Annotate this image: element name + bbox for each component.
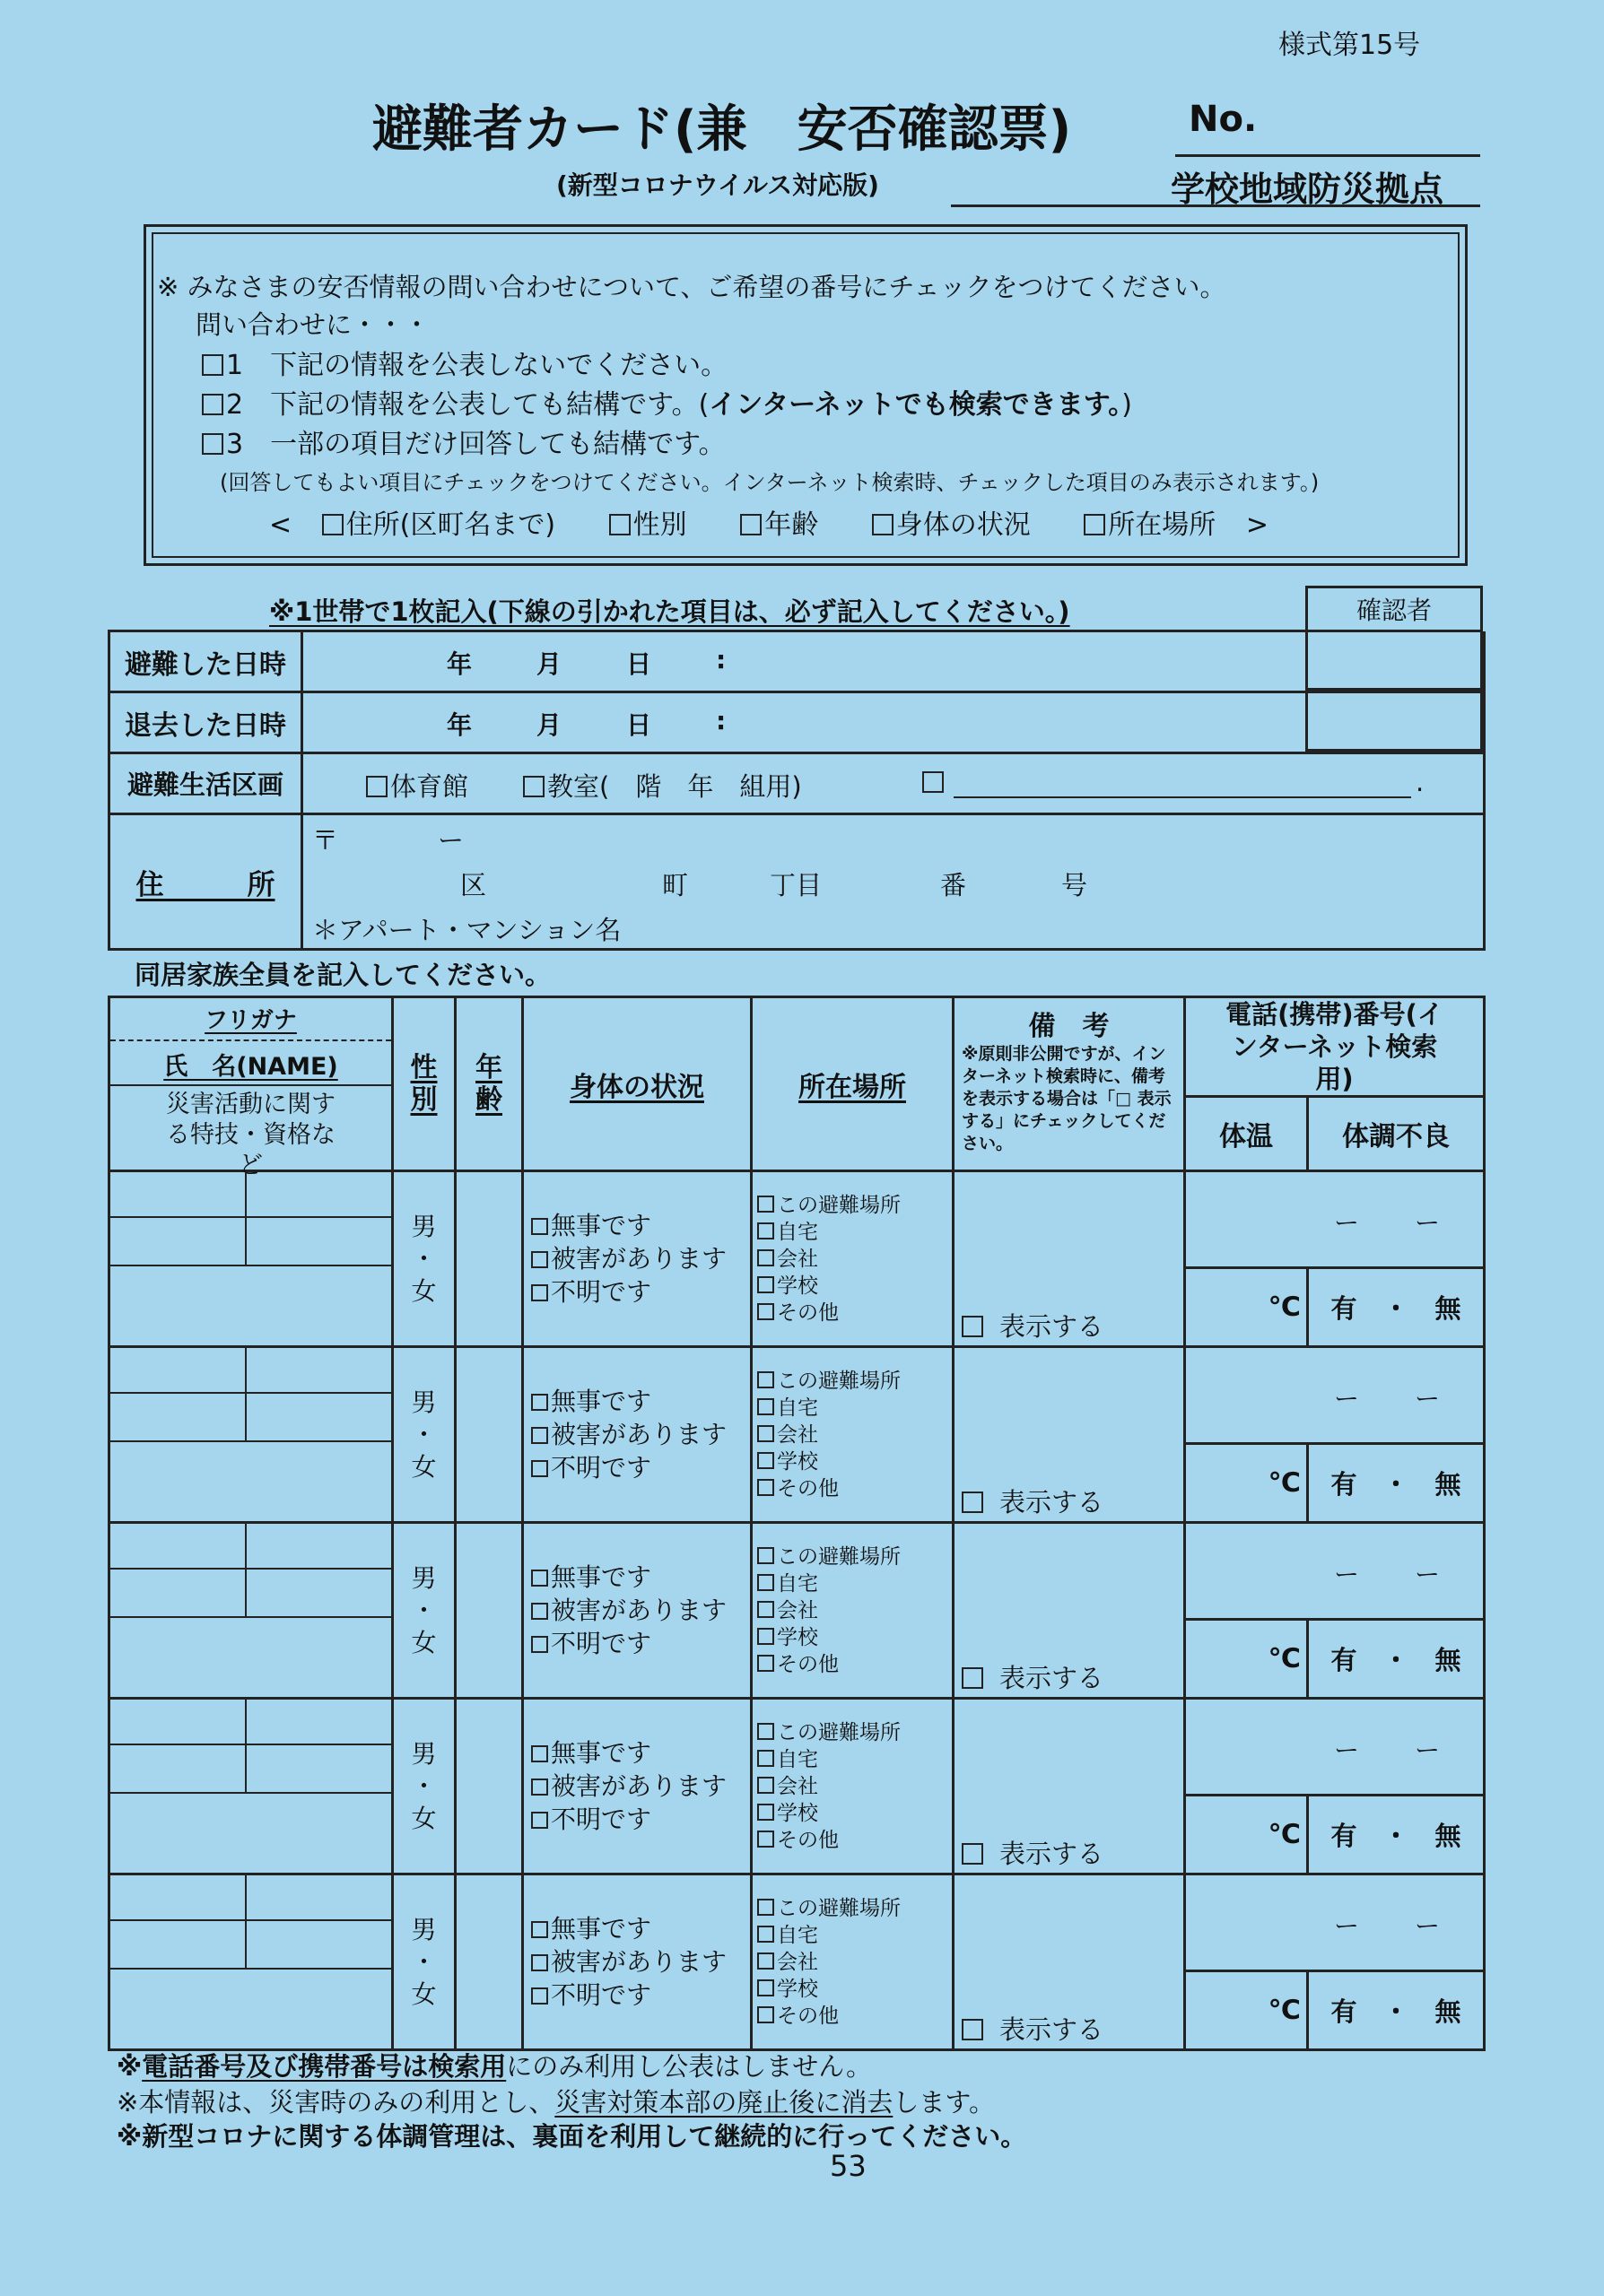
- remarks-header: [954, 997, 1185, 1171]
- item-sex-checkbox[interactable]: [609, 514, 631, 535]
- condition-option[interactable]: 不明です: [531, 1803, 750, 1836]
- condition-option[interactable]: 無事です: [531, 1209, 750, 1242]
- member-temp-cell[interactable]: ℃: [1185, 1971, 1308, 2050]
- name-col-line: [245, 1348, 247, 1440]
- area-label: 避難生活区画: [109, 753, 302, 814]
- display-remarks-checkbox[interactable]: [962, 1316, 983, 1337]
- condition-checkbox[interactable]: [531, 1427, 548, 1444]
- phone-separator: ー: [1415, 1559, 1441, 1589]
- name-row-line: [110, 1792, 391, 1794]
- location-option[interactable]: 会社: [757, 1422, 952, 1448]
- location-option[interactable]: 会社: [757, 1773, 952, 1800]
- name-row-line: [110, 1616, 391, 1618]
- location-option[interactable]: 学校: [757, 1624, 952, 1651]
- phone-separator: ー: [1334, 1383, 1360, 1413]
- gym-checkbox[interactable]: [366, 776, 388, 797]
- condition-option[interactable]: 被害があります: [531, 1945, 750, 1979]
- option-2-checkbox[interactable]: [202, 394, 223, 415]
- registration-table: [108, 630, 1486, 951]
- sex-header: 性別: [393, 997, 456, 1171]
- display-remarks-option[interactable]: 表示する: [962, 1834, 1103, 1871]
- condition-checkbox[interactable]: [531, 1745, 548, 1762]
- location-option[interactable]: 自宅: [757, 1395, 952, 1422]
- member-temp-cell[interactable]: ℃: [1185, 1444, 1308, 1523]
- member-phone-cell[interactable]: [1185, 1699, 1485, 1796]
- member-location-cell: [752, 1347, 954, 1523]
- location-option[interactable]: 自宅: [757, 1219, 952, 1246]
- condition-checkbox[interactable]: [531, 1779, 548, 1796]
- member-temp-cell[interactable]: ℃: [1185, 1796, 1308, 1874]
- unwell-header: 体調不良: [1308, 1097, 1485, 1171]
- footer-line-2: ※本情報は、災害時のみの利用とし、災害対策本部の廃止後に消去します。: [117, 2087, 996, 2118]
- name-row-line: [110, 1919, 391, 1921]
- notice-line-2: 問い合わせに・・・: [196, 309, 431, 340]
- location-option[interactable]: 学校: [757, 1976, 952, 2003]
- location-checkbox[interactable]: [757, 1777, 774, 1794]
- member-name-cell[interactable]: [109, 1874, 393, 2050]
- member-sex-cell[interactable]: [393, 1699, 456, 1874]
- member-name-cell[interactable]: [109, 1523, 393, 1699]
- name-header: [109, 997, 393, 1179]
- location-option[interactable]: 自宅: [757, 1570, 952, 1597]
- condition-checkbox[interactable]: [531, 1218, 548, 1235]
- notice-option-2: 2 下記の情報を公表しても結構です。(インターネットでも検索できます。): [202, 382, 1132, 422]
- member-phone-cell[interactable]: [1185, 1523, 1485, 1620]
- location-checkbox[interactable]: [757, 1574, 774, 1591]
- confirmer-label: 確認者: [1307, 587, 1482, 631]
- name-row-line: [110, 1216, 391, 1218]
- member-name-cell[interactable]: [109, 1347, 393, 1523]
- phone-separator: ー: [1415, 1207, 1441, 1238]
- condition-header: 身体の状況: [523, 997, 752, 1171]
- display-remarks-option[interactable]: 表示する: [962, 1483, 1103, 1519]
- member-location-cell: [752, 1523, 954, 1699]
- sex-option: ・: [411, 1946, 437, 1977]
- member-age-cell[interactable]: [456, 1699, 523, 1874]
- member-unwell-cell[interactable]: 有 ・ 無: [1308, 1796, 1485, 1874]
- condition-checkbox[interactable]: [531, 1284, 548, 1301]
- address-label: 住 所: [109, 814, 302, 950]
- remarks-title: 備 考: [1028, 1011, 1110, 1042]
- condition-option[interactable]: 無事です: [531, 1912, 750, 1945]
- member-name-cell[interactable]: [109, 1171, 393, 1347]
- sex-option: 女: [411, 1275, 437, 1306]
- location-underline: [951, 204, 1480, 207]
- phone-separator: ー: [1334, 1910, 1360, 1941]
- display-remarks-checkbox[interactable]: [962, 2019, 983, 2040]
- member-temp-cell[interactable]: ℃: [1185, 1620, 1308, 1699]
- location-checkbox[interactable]: [757, 1425, 774, 1442]
- sex-option: 男: [411, 1914, 437, 1944]
- notice-line-1: ※ みなさまの安否情報の問い合わせについて、ご希望の番号にチェックをつけてください。: [157, 272, 1226, 302]
- condition-checkbox[interactable]: [531, 1394, 548, 1411]
- option-1-checkbox[interactable]: [202, 354, 223, 376]
- notice-option-1: 1 下記の情報を公表しないでください。: [202, 343, 728, 382]
- condition-option[interactable]: 不明です: [531, 1979, 750, 2012]
- sex-option: ・: [411, 1770, 437, 1801]
- public-items-row: < 住所(区町名まで) 性別 年齢 身体の状況 所在場所 >: [269, 509, 1268, 541]
- location-checkbox[interactable]: [757, 1628, 774, 1645]
- phone-header: 電話(携帯)番号(インターネット検索用): [1185, 997, 1485, 1097]
- form-subtitle: (新型コロナウイルス対応版): [556, 170, 879, 200]
- temp-header: 体温: [1185, 1097, 1308, 1171]
- family-note: 同居家族全員を記入してください。: [135, 960, 552, 990]
- display-remarks-option[interactable]: 表示する: [962, 1307, 1103, 1344]
- member-unwell-cell[interactable]: 有 ・ 無: [1308, 1268, 1485, 1347]
- member-sex-cell[interactable]: [393, 1523, 456, 1699]
- phone-separator: ー: [1415, 1735, 1441, 1765]
- phone-separator: ー: [1415, 1910, 1441, 1941]
- location-checkbox[interactable]: [757, 1655, 774, 1672]
- area-field: 体育館 教室( 階 年 組用) .: [302, 753, 1485, 814]
- name-row-line: [110, 1968, 391, 1970]
- location-option[interactable]: この避難場所: [757, 1192, 952, 1219]
- name-divider: [110, 1084, 391, 1086]
- location-option[interactable]: この避難場所: [757, 1895, 952, 1922]
- member-location-cell: [752, 1171, 954, 1347]
- footer-line-1: ※電話番号及び携帯番号は検索用にのみ利用し公表はしません。: [117, 2051, 872, 2082]
- member-sex-cell[interactable]: [393, 1171, 456, 1347]
- location-option[interactable]: 自宅: [757, 1746, 952, 1773]
- location-option[interactable]: 自宅: [757, 1922, 952, 1949]
- location-checkbox[interactable]: [757, 1804, 774, 1821]
- item-condition-checkbox[interactable]: [872, 514, 894, 535]
- phone-separator: ー: [1334, 1207, 1360, 1238]
- family-member-row: [109, 1874, 1485, 1971]
- arrival-field[interactable]: 年 月 日 :: [302, 631, 1307, 692]
- member-age-cell[interactable]: [456, 1523, 523, 1699]
- condition-option[interactable]: 無事です: [531, 1561, 750, 1594]
- form-title: 避難者カード(兼 安否確認票): [372, 100, 1072, 159]
- option-3-checkbox[interactable]: [202, 433, 223, 455]
- member-remarks-cell[interactable]: [954, 1699, 1185, 1874]
- location-checkbox[interactable]: [757, 1926, 774, 1943]
- age-header: 年齢: [456, 997, 523, 1171]
- household-note: ※1世帯で1枚記入(下線の引かれた項目は、必ず記入してください。): [269, 596, 1070, 627]
- name-col-line: [245, 1700, 247, 1792]
- furigana-divider: [110, 1039, 391, 1041]
- member-age-cell[interactable]: [456, 1171, 523, 1347]
- item-address-checkbox[interactable]: [322, 514, 344, 535]
- condition-option[interactable]: 不明です: [531, 1451, 750, 1484]
- location-option[interactable]: この避難場所: [757, 1368, 952, 1395]
- name-row-line: [110, 1744, 391, 1745]
- departure-label: 退去した日時: [109, 692, 302, 753]
- location-option[interactable]: 学校: [757, 1800, 952, 1827]
- family-member-row: [109, 1347, 1485, 1444]
- sex-option: 女: [411, 1451, 437, 1482]
- item-age-checkbox[interactable]: [740, 514, 762, 535]
- family-member-row: [109, 1699, 1485, 1796]
- member-phone-cell[interactable]: [1185, 1171, 1485, 1268]
- notice-option-3: 3 一部の項目だけ回答しても結構です。: [202, 422, 726, 461]
- location-checkbox[interactable]: [757, 1479, 774, 1496]
- name-row-line: [110, 1440, 391, 1442]
- location-checkbox[interactable]: [757, 1452, 774, 1469]
- member-phone-cell[interactable]: [1185, 1874, 1485, 1971]
- notice-option-3-note: (回答してもよい項目にチェックをつけてください。インターネット検索時、チェックした項目のみ表示されます。): [220, 470, 1320, 495]
- sex-option: 男: [411, 1211, 437, 1241]
- location-option[interactable]: その他: [757, 1475, 952, 1502]
- member-remarks-cell[interactable]: [954, 1347, 1185, 1523]
- departure-field[interactable]: 年 月 日 :: [302, 692, 1307, 753]
- name-col-line: [245, 1172, 247, 1265]
- location-option[interactable]: 学校: [757, 1448, 952, 1475]
- member-condition-cell: [523, 1523, 752, 1699]
- sex-option: 男: [411, 1562, 437, 1593]
- condition-option[interactable]: 被害があります: [531, 1418, 750, 1451]
- location-label: 学校地域防災拠点: [1171, 170, 1444, 209]
- location-option[interactable]: その他: [757, 1300, 952, 1326]
- condition-checkbox[interactable]: [531, 1812, 548, 1829]
- location-option[interactable]: この避難場所: [757, 1719, 952, 1746]
- location-option[interactable]: この避難場所: [757, 1544, 952, 1570]
- member-sex-cell[interactable]: [393, 1347, 456, 1523]
- sex-option: 男: [411, 1387, 437, 1417]
- display-remarks-checkbox[interactable]: [962, 1492, 983, 1513]
- member-condition-cell: [523, 1171, 752, 1347]
- location-checkbox[interactable]: [757, 1371, 774, 1388]
- member-age-cell[interactable]: [456, 1874, 523, 2050]
- location-checkbox[interactable]: [757, 2006, 774, 2023]
- member-remarks-cell[interactable]: [954, 1171, 1185, 1347]
- furigana-header: フリガナ: [205, 1007, 297, 1034]
- name-row-line: [110, 1568, 391, 1570]
- location-option[interactable]: その他: [757, 2003, 952, 2030]
- member-age-cell[interactable]: [456, 1347, 523, 1523]
- location-option[interactable]: 会社: [757, 1949, 952, 1976]
- arrival-label: 避難した日時: [109, 631, 302, 692]
- name-row-line: [110, 1392, 391, 1394]
- location-header: 所在場所: [752, 997, 954, 1171]
- location-checkbox[interactable]: [757, 1831, 774, 1848]
- number-label: No.: [1189, 99, 1258, 140]
- location-option[interactable]: その他: [757, 1651, 952, 1678]
- remarks-note: ※原則非公開ですが、インターネット検索時に、備考を表示する場合は「□ 表示する」にチェックしてください。: [962, 1044, 1172, 1153]
- other-area-checkbox[interactable]: [922, 771, 944, 793]
- other-area-line[interactable]: [954, 796, 1411, 798]
- location-checkbox[interactable]: [757, 1601, 774, 1618]
- family-member-row: [109, 1523, 1485, 1620]
- sex-option: ・: [411, 1243, 437, 1274]
- footer-line-3: ※新型コロナに関する体調管理は、裏面を利用して継続的に行ってください。: [117, 2121, 1027, 2152]
- sex-option: 女: [411, 1979, 437, 2009]
- member-location-cell: [752, 1699, 954, 1874]
- member-unwell-cell[interactable]: 有 ・ 無: [1308, 1620, 1485, 1699]
- location-option[interactable]: 会社: [757, 1597, 952, 1624]
- member-name-cell[interactable]: [109, 1699, 393, 1874]
- skills-header: 災害活動に関する特技・資格など: [166, 1091, 336, 1179]
- location-checkbox[interactable]: [757, 1979, 774, 1996]
- condition-option[interactable]: 無事です: [531, 1736, 750, 1770]
- location-checkbox[interactable]: [757, 1723, 774, 1740]
- number-underline: [1175, 154, 1480, 157]
- member-phone-cell[interactable]: [1185, 1347, 1485, 1444]
- member-remarks-cell[interactable]: [954, 1523, 1185, 1699]
- form-number: 様式第15号: [1278, 30, 1421, 61]
- display-remarks-option[interactable]: 表示する: [962, 1658, 1103, 1695]
- condition-checkbox[interactable]: [531, 1921, 548, 1938]
- member-location-cell: [752, 1874, 954, 2050]
- item-location-checkbox[interactable]: [1084, 514, 1105, 535]
- condition-checkbox[interactable]: [531, 1954, 548, 1971]
- member-temp-cell[interactable]: ℃: [1185, 1268, 1308, 1347]
- location-checkbox[interactable]: [757, 1750, 774, 1767]
- condition-checkbox[interactable]: [531, 1251, 548, 1268]
- name-header-label: 氏 名(NAME): [163, 1053, 338, 1081]
- page-number: 53: [830, 2149, 867, 2183]
- location-checkbox[interactable]: [757, 1249, 774, 1266]
- member-remarks-cell[interactable]: [954, 1874, 1185, 2050]
- location-checkbox[interactable]: [757, 1276, 774, 1293]
- member-unwell-cell[interactable]: 有 ・ 無: [1308, 1444, 1485, 1523]
- location-checkbox[interactable]: [757, 1303, 774, 1320]
- condition-checkbox[interactable]: [531, 1987, 548, 2005]
- condition-option[interactable]: 無事です: [531, 1385, 750, 1418]
- display-remarks-checkbox[interactable]: [962, 1667, 983, 1689]
- location-option[interactable]: 学校: [757, 1273, 952, 1300]
- sex-option: ・: [411, 1595, 437, 1625]
- condition-checkbox[interactable]: [531, 1460, 548, 1477]
- location-checkbox[interactable]: [757, 1398, 774, 1415]
- phone-separator: ー: [1415, 1383, 1441, 1413]
- display-remarks-checkbox[interactable]: [962, 1843, 983, 1865]
- member-unwell-cell[interactable]: 有 ・ 無: [1308, 1971, 1485, 2050]
- location-option[interactable]: 会社: [757, 1246, 952, 1273]
- location-checkbox[interactable]: [757, 1899, 774, 1916]
- sex-option: ・: [411, 1419, 437, 1449]
- sex-option: 女: [411, 1627, 437, 1657]
- name-col-line: [245, 1524, 247, 1616]
- location-checkbox[interactable]: [757, 1196, 774, 1213]
- address-field[interactable]: 〒 ー 区 町 丁目 番 号 ＊アパート・マンション名: [302, 814, 1485, 950]
- condition-checkbox[interactable]: [531, 1570, 548, 1587]
- arrival-confirm-spacer: [1307, 631, 1485, 692]
- member-condition-cell: [523, 1874, 752, 2050]
- sex-option: 男: [411, 1738, 437, 1769]
- sex-option: 女: [411, 1803, 437, 1833]
- family-table: [108, 996, 1486, 2051]
- condition-checkbox[interactable]: [531, 1603, 548, 1620]
- condition-option[interactable]: 不明です: [531, 1275, 750, 1309]
- member-sex-cell[interactable]: [393, 1874, 456, 2050]
- departure-confirm-spacer: [1307, 692, 1485, 753]
- name-row-line: [110, 1265, 391, 1266]
- phone-separator: ー: [1334, 1735, 1360, 1765]
- location-checkbox[interactable]: [757, 1952, 774, 1970]
- condition-checkbox[interactable]: [531, 1636, 548, 1653]
- condition-option[interactable]: 不明です: [531, 1627, 750, 1660]
- location-checkbox[interactable]: [757, 1547, 774, 1564]
- condition-option[interactable]: 被害があります: [531, 1770, 750, 1803]
- member-condition-cell: [523, 1347, 752, 1523]
- family-member-row: [109, 1171, 1485, 1268]
- display-remarks-option[interactable]: 表示する: [962, 2010, 1103, 2047]
- name-col-line: [245, 1875, 247, 1968]
- phone-separator: ー: [1334, 1559, 1360, 1589]
- location-checkbox[interactable]: [757, 1222, 774, 1239]
- condition-option[interactable]: 被害があります: [531, 1242, 750, 1275]
- classroom-checkbox[interactable]: [523, 776, 545, 797]
- location-option[interactable]: その他: [757, 1827, 952, 1854]
- condition-option[interactable]: 被害があります: [531, 1594, 750, 1627]
- member-condition-cell: [523, 1699, 752, 1874]
